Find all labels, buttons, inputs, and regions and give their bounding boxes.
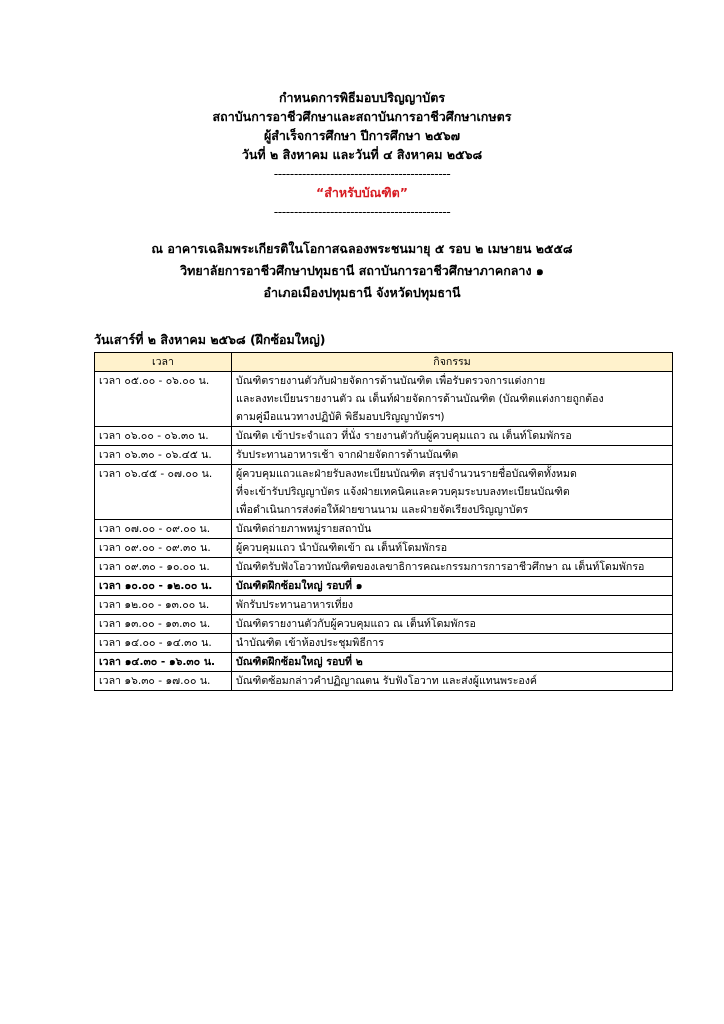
schedule-time: เวลา ๑๐.๐๐ - ๑๒.๐๐ น. <box>95 577 232 596</box>
schedule-row <box>95 427 673 446</box>
schedule-activity <box>232 465 673 520</box>
column-header-time: เวลา <box>95 353 232 372</box>
schedule-row <box>95 634 673 653</box>
schedule-activity-line: เพื่อดำเนินการส่งต่อให้ฝ่ายขานนาม และฝ่ายจัดเรียงปริญญาบัตร <box>236 504 529 516</box>
schedule-activity-line: บัณฑิตรายงานตัวกับผู้ควบคุมแถว ณ เต็นท์โดมพักรอ <box>236 618 476 630</box>
schedule-activity <box>232 558 673 577</box>
schedule-activity <box>232 427 673 446</box>
schedule-time: เวลา ๐๙.๓๐ - ๑๐.๐๐ น. <box>95 558 232 577</box>
schedule-time: เวลา ๐๖.๓๐ - ๐๖.๔๕ น. <box>95 446 232 465</box>
schedule-activity <box>232 672 673 691</box>
schedule-activity <box>232 653 673 672</box>
schedule-time: เวลา ๐๖.๐๐ - ๐๖.๓๐ น. <box>95 427 232 446</box>
schedule-row <box>95 577 673 596</box>
header-separator-bottom: -------------------------------------------- <box>273 204 451 219</box>
schedule-activity-line: บัณฑิตถ่ายภาพหมู่รายสถาบัน <box>236 523 372 535</box>
schedule-time: เวลา ๑๓.๐๐ - ๑๓.๓๐ น. <box>95 615 232 634</box>
venue-building: ณ อาคารเฉลิมพระเกียรติในโอกาสฉลองพระชนมายุ ๕ รอบ ๒ เมษายน ๒๕๕๘ <box>151 241 573 256</box>
schedule-activity-line: รับประทานอาหารเช้า จากฝ่ายจัดการด้านบัณฑิต <box>236 449 459 461</box>
header-institutes: สถาบันการอาชีวศึกษาและสถาบันการอาชีวศึกษาเกษตร <box>212 109 512 124</box>
schedule-time: เวลา ๑๖.๓๐ - ๑๗.๐๐ น. <box>95 672 232 691</box>
schedule-activity <box>232 634 673 653</box>
schedule-time: เวลา ๐๖.๔๕ - ๐๗.๐๐ น. <box>95 465 232 520</box>
day-title: วันเสาร์ที่ ๒ สิงหาคม ๒๕๖๘ (ฝึกซ้อมใหญ่) <box>94 332 326 347</box>
schedule-activity <box>232 596 673 615</box>
schedule-activity-line: บัณฑิต เข้าประจำแถว ที่นั่ง รายงานตัวกับผู้ควบคุมแถว ณ เต็นท์โดมพักรอ <box>236 430 572 442</box>
schedule-row <box>95 539 673 558</box>
schedule-activity <box>232 615 673 634</box>
schedule-activity-line: นำบัณฑิต เข้าห้องประชุมพิธีการ <box>236 637 384 649</box>
schedule-activity <box>232 539 673 558</box>
schedule-activity-line: บัณฑิตรับฟังโอวาทบัณฑิตของเลขาธิการคณะกรรมการการอาชีวศึกษา ณ เต็นท์โดมพักรอ <box>236 561 645 573</box>
schedule-time: เวลา ๐๕.๐๐ - ๐๖.๐๐ น. <box>95 372 232 427</box>
schedule-row <box>95 446 673 465</box>
schedule-time: เวลา ๐๗.๐๐ - ๐๙.๐๐ น. <box>95 520 232 539</box>
schedule-row <box>95 558 673 577</box>
schedule-activity-line: บัณฑิตฝึกซ้อมใหญ่ รอบที่ ๑ <box>236 580 363 592</box>
venue-location: อำเภอเมืองปทุมธานี จังหวัดปทุมธานี <box>263 285 461 300</box>
schedule-activity <box>232 520 673 539</box>
schedule-row <box>95 520 673 539</box>
schedule-time: เวลา ๑๔.๐๐ - ๑๔.๓๐ น. <box>95 634 232 653</box>
column-header-activity: กิจกรรม <box>232 353 673 372</box>
schedule-activity-line: ผู้ควบคุมแถว นำบัณฑิตเข้า ณ เต็นท์โดมพักรอ <box>236 542 448 554</box>
schedule-activity-line: ตามคู่มือแนวทางปฏิบัติ พิธีมอบปริญญาบัตรฯ) <box>236 411 445 423</box>
schedule-activity-line: ผู้ควบคุมแถวและฝ่ายรับลงทะเบียนบัณฑิต สรุปจำนวนรายชื่อบัณฑิตทั้งหมด <box>236 468 577 480</box>
schedule-row <box>95 596 673 615</box>
schedule-row <box>95 653 673 672</box>
schedule-activity <box>232 577 673 596</box>
schedule-time: เวลา ๐๙.๐๐ - ๐๙.๓๐ น. <box>95 539 232 558</box>
schedule-time: เวลา ๑๒.๐๐ - ๑๓.๐๐ น. <box>95 596 232 615</box>
schedule-row <box>95 465 673 520</box>
schedule-time: เวลา ๑๔.๓๐ - ๑๖.๓๐ น. <box>95 653 232 672</box>
schedule-body <box>95 372 673 691</box>
header-separator-top: -------------------------------------------- <box>273 166 451 181</box>
schedule-header-row <box>95 353 673 372</box>
venue-block <box>0 238 724 304</box>
header-dates: วันที่ ๒ สิงหาคม และวันที่ ๔ สิงหาคม ๒๕๖๘ <box>241 147 483 162</box>
schedule-activity <box>232 446 673 465</box>
schedule-activity-line: ที่จะเข้ารับปริญญาบัตร แจ้งฝ่ายเทคนิคและควบคุมระบบลงทะเบียนบัณฑิต <box>236 486 570 498</box>
schedule-activity-line: บัณฑิตฝึกซ้อมใหญ่ รอบที่ ๒ <box>236 656 363 668</box>
document-header <box>0 88 724 221</box>
schedule-activity-line: และลงทะเบียนรายงานตัว ณ เต็นท์ฝ่ายจัดการด้านบัณฑิต (บัณฑิตแต่งกายถูกต้อง <box>236 393 604 405</box>
schedule-row <box>95 615 673 634</box>
schedule-table <box>94 352 673 691</box>
schedule-activity-line: พักรับประทานอาหารเที่ยง <box>236 599 354 611</box>
schedule-row <box>95 372 673 427</box>
schedule-activity <box>232 372 673 427</box>
header-graduates-year: ผู้สำเร็จการศึกษา ปีการศึกษา ๒๕๖๗ <box>263 128 461 143</box>
venue-college: วิทยาลัยการอาชีวศึกษาปทุมธานี สถาบันการอาชีวศึกษาภาคกลาง ๑ <box>180 263 544 278</box>
header-title: กำหนดการพิธีมอบปริญญาบัตร <box>278 90 446 105</box>
schedule-activity-line: บัณฑิตซ้อมกล่าวคำปฏิญาณตน รับฟังโอวาท และส่งผู้แทนพระองค์ <box>236 675 538 687</box>
schedule-row <box>95 672 673 691</box>
header-audience: “สำหรับบัณฑิต” <box>316 185 408 200</box>
schedule-activity-line: บัณฑิตรายงานตัวกับฝ่ายจัดการด้านบัณฑิต เพื่อรับตรวจการแต่งกาย <box>236 375 546 387</box>
